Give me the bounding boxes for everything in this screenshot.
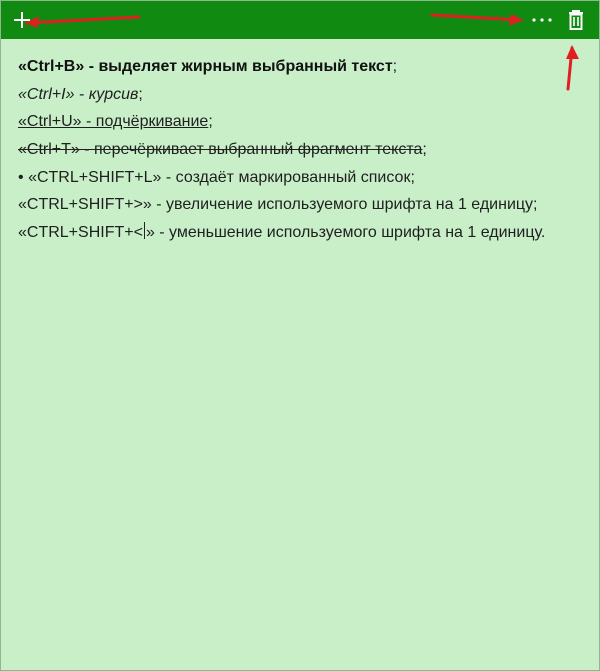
note-line-bullet [18,164,587,192]
trash-icon [567,9,585,31]
note-line-strike [18,136,587,164]
text-cursor [144,222,145,239]
plus-icon [12,10,32,30]
note-line-bold [18,53,587,81]
underline-shortcut-tail: ; [208,113,213,131]
bold-shortcut-text: «Ctrl+B» - выделяет жирным выбранный текст [18,58,393,75]
strike-shortcut-text: «Ctrl+T» - перечёркивает выбранный фрагмент текста [18,141,423,159]
note-content[interactable] [18,53,587,247]
note-line-increase-font [18,191,587,219]
decrease-font-shortcut-after-cursor: » - уменьшение используемого шрифта на 1 единицу. [145,224,546,242]
bullet-shortcut-text: «CTRL+SHIFT+L» - создаёт маркированный список; [28,168,415,186]
decrease-font-shortcut-before-cursor: «CTRL+SHIFT+< [18,224,143,242]
bold-shortcut-tail: ; [392,58,398,75]
add-note-button[interactable] [7,1,37,39]
italic-shortcut-text: «Ctrl+I» - курсив [18,85,139,103]
toolbar [1,1,599,39]
bullet-symbol: • [18,168,24,186]
strike-shortcut-tail: ; [422,141,427,159]
more-icon [530,15,554,25]
more-options-button[interactable] [527,1,557,39]
italic-shortcut-tail: ; [138,85,143,103]
increase-font-shortcut-text: «CTRL+SHIFT+>» - увеличение используемого шрифта на 1 единицу; [18,196,538,214]
note-line-italic [18,81,587,109]
delete-note-button[interactable] [561,1,591,39]
note-line-decrease-font [18,219,587,247]
underline-shortcut-text: «Ctrl+U» - подчёркивание [18,113,209,131]
note-line-underline [18,108,587,136]
